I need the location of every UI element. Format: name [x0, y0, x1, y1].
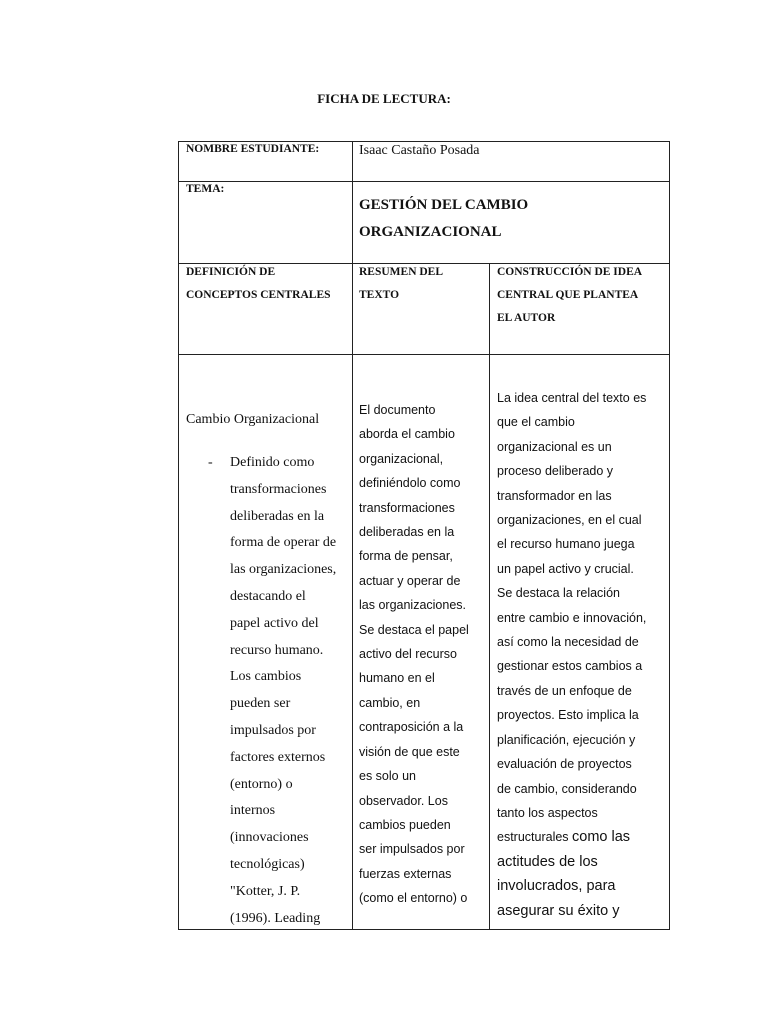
column-divider	[352, 141, 353, 930]
text-line: las organizaciones,	[230, 562, 337, 578]
text-line: Se destaca la relación	[497, 586, 620, 601]
text-line: humano en el	[359, 671, 435, 686]
text-line: visión de que este	[359, 744, 460, 759]
text-line: (como el entorno) o	[359, 891, 468, 906]
header-summary	[359, 261, 443, 307]
text-line: papel activo del	[230, 615, 319, 631]
text-line: Definido como	[230, 455, 315, 470]
text-fragment: como las	[572, 829, 631, 846]
text-line: tanto los aspectos	[497, 805, 598, 820]
text-line: aborda el cambio	[359, 427, 455, 442]
text-line: deliberadas en la	[359, 525, 455, 540]
header-line: DEFINICIÓN DE	[186, 266, 276, 278]
concept-definition	[230, 450, 336, 932]
text-line: internos	[230, 803, 276, 819]
topic-line: ORGANIZACIONAL	[359, 224, 502, 240]
text-line: transformaciones	[359, 500, 455, 515]
central-idea-text	[497, 386, 646, 923]
header-line: RESUMEN DEL	[359, 266, 444, 278]
text-line: organizacional es un	[497, 439, 612, 454]
header-line: CONSTRUCCIÓN DE IDEA	[497, 266, 643, 278]
text-line: de cambio, considerando	[497, 781, 637, 796]
text-line: El documento	[359, 403, 436, 417]
header-line: TEXTO	[359, 289, 400, 301]
text-line: forma de operar de	[230, 535, 337, 551]
text-line: actuar y operar de	[359, 573, 461, 588]
text-line: asegurar su éxito y	[497, 902, 620, 919]
text-line: pueden ser	[230, 696, 291, 712]
text-line: deliberadas en la	[230, 508, 325, 524]
table-divider	[178, 181, 670, 182]
text-line	[497, 825, 646, 849]
text-line: evaluación de proyectos	[497, 757, 632, 772]
text-fragment: estructurales	[497, 830, 573, 845]
text-line: forma de pensar,	[359, 549, 453, 564]
text-line: organizacional,	[359, 451, 444, 466]
header-definitions	[186, 261, 331, 307]
text-line: planificación, ejecución y	[497, 732, 636, 747]
text-line: es solo un	[359, 769, 416, 784]
text-line: transformaciones	[230, 481, 327, 497]
student-label: NOMBRE ESTUDIANTE:	[186, 143, 320, 155]
text-line: Los cambios	[230, 669, 302, 685]
text-line: ser impulsados por	[359, 842, 465, 857]
text-line: contraposición a la	[359, 720, 464, 735]
text-line: (entorno) o	[230, 776, 293, 792]
text-line: través de un enfoque de	[497, 683, 632, 698]
text-line: cambio, en	[359, 695, 421, 710]
text-line: un papel activo y crucial.	[497, 561, 634, 576]
text-line: "Kotter, J. P.	[230, 883, 301, 899]
topic-line: GESTIÓN DEL CAMBIO	[359, 197, 529, 213]
text-line: transformador en las	[497, 488, 612, 503]
text-line: (1996). Leading	[230, 910, 321, 926]
text-line: el recurso humano juega	[497, 537, 635, 552]
text-line: entre cambio e innovación,	[497, 610, 647, 625]
text-line: La idea central del texto es	[497, 391, 647, 405]
text-line: proceso deliberado y	[497, 464, 614, 479]
text-line: organizaciones, en el cual	[497, 513, 642, 528]
document-title: FICHA DE LECTURA:	[317, 91, 451, 106]
text-line: observador. Los	[359, 793, 448, 808]
topic-value	[359, 192, 528, 246]
text-line: recurso humano.	[230, 642, 324, 658]
header-line: EL AUTOR	[497, 312, 556, 324]
text-line: impulsados por	[230, 722, 316, 738]
text-line: que el cambio	[497, 415, 575, 430]
text-line: las organizaciones.	[359, 598, 467, 613]
header-central-idea	[497, 261, 642, 330]
concept-title: Cambio Organizacional	[186, 412, 320, 427]
text-line: tecnológicas)	[230, 856, 305, 872]
text-line: fuerzas externas	[359, 866, 452, 881]
text-line: activo del recurso	[359, 647, 457, 662]
text-line: así como la necesidad de	[497, 635, 639, 650]
text-line: proyectos. Esto implica la	[497, 708, 639, 723]
header-line: CONCEPTOS CENTRALES	[186, 289, 331, 301]
text-line: (innovaciones	[230, 830, 309, 846]
text-line: Se destaca el papel	[359, 622, 469, 637]
text-line: cambios pueden	[359, 817, 451, 832]
text-line: involucrados, para	[497, 878, 616, 895]
topic-label: TEMA:	[186, 183, 225, 195]
text-line: definiéndolo como	[359, 476, 461, 491]
header-line: CENTRAL QUE PLANTEA	[497, 289, 639, 301]
student-name: Isaac Castaño Posada	[359, 143, 480, 158]
text-line: factores externos	[230, 749, 326, 765]
text-summary	[359, 398, 469, 911]
bullet-marker: -	[208, 455, 213, 470]
text-line: actitudes de los	[497, 853, 598, 870]
text-line: gestionar estos cambios a	[497, 659, 643, 674]
table-divider	[178, 354, 670, 355]
text-line: destacando el	[230, 588, 306, 604]
column-divider	[489, 263, 490, 930]
